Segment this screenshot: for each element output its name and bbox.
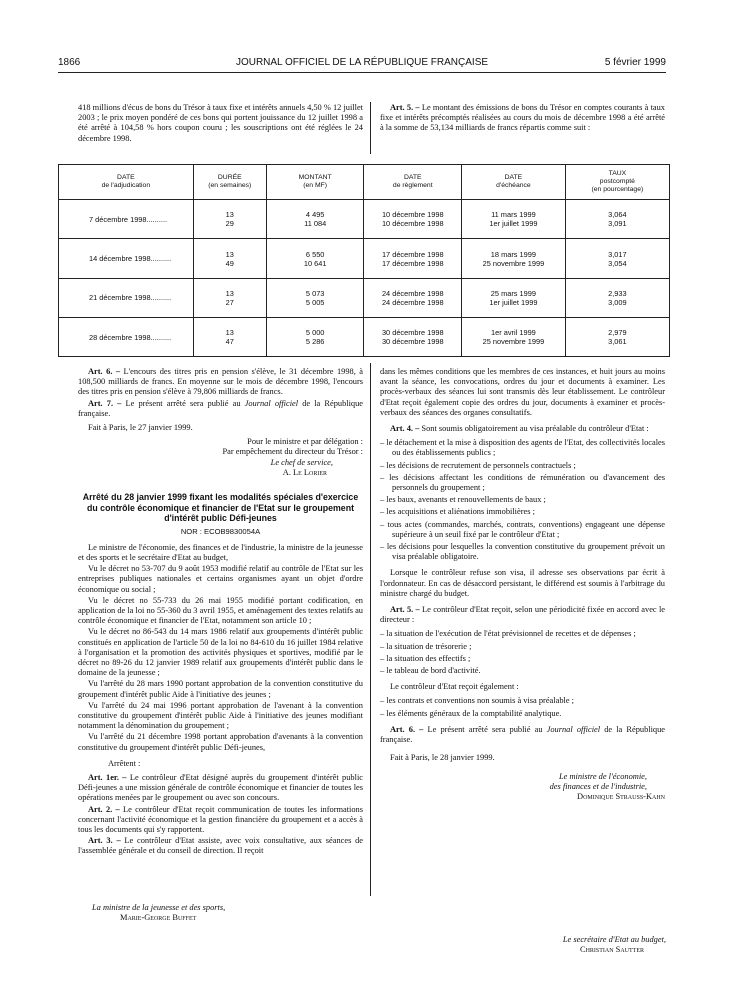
left-column: Art. 6. – L'encours des titres pris en pension s'élève, le 31 décembre 1998, à 108,500 milliards de francs. En moyenne sur le mois de décembre 1998, l'encours des titres pris en pension s'élève à 79,806 milliards de francs. Art. 7. – Le présent arrêté sera publié au Journal officiel de la République française. Fait à Paris, le 27 janvier 1999. Pour le ministre et par délégation : Par empêchement du directeur du Trésor : Le chef de service, A. Le Lorier Arrêté du 28 janvier 1999 fixant les modalités spéciales d'exercice du contrôle économique et financier de l'Etat sur le groupement d'intérêt public Défi-jeunes NOR : ECOB9830054A Le ministre de l'économie, des finances et de l'industrie, la ministre de la jeunesse et des sports et le secrétaire d'Etat au budget, Vu le décret no 53-707 du 9 août 1953 modifié relatif au contrôle de l'Etat sur les entreprises publiques nationales et certains organismes ayant un objet d'ordre économique ou social ; Vu le décret no 55-733 du 26 mai 1955 modifié portant codification, en application de la loi no 55-360 du 3 avril 1955, et aménagement des textes relatifs au contrôle économique et financier de l'Etat, notamment son article 10 ; Vu le décret no 86-543 du 14 mars 1986 relatif aux groupements d'intérêt public constitués en application de l'article 50 de la loi no 84-610 du 16 juillet 1984 relative à l'organisation et la promotion des activités physiques et sportives, modifié par le décret no 89-26 du 12 janvier 1989 relatif aux groupements d'intérêt public dans le domaine de la jeunesse ; Vu l'arrêté du 28 mars 1990 portant approbation de la convention constitutive du groupement d'intérêt public Aide à l'initiative des jeunes ; Vu l'arrêté du 24 mai 1996 portant approbation de l'avenant à la convention constitutive du groupement d'intérêt public Aide à l'initiative des jeunes modifiant notamment la dénomination du groupement ; Vu l'arrêté du 21 décembre 1998 portant approbation d'avenants à la convention constitutive du groupement d'intérêt public Défi-jeunes, Arrêtent : Art. 1er. – Le contrôleur d'Etat désigné auprès du groupement d'intérêt public Défi-jeunes a une mission générale de contrôle économique et financier de toutes les opérations menées par le groupement ou avec son concours. Art. 2. – Le contrôleur d'Etat reçoit communication de toutes les informations concernant l'activité économique et la gestion financière du groupement et a accès à tous les documents qui s'y rapportent. Art. 3. – Le contrôleur d'Etat assiste, avec voix consultative, aux séances de l'assemblée générale et du conseil de direction. Il reçoit — [78, 367, 364, 856]
page-header — [58, 57, 666, 71]
table-row: 21 décembre 1998.......... 13 27 5 073 5 005 24 décembre 1998 24 décembre 1998 25 mars 1999 1er juillet 1999 2,933 3,009 — [59, 278, 669, 317]
egalement-list — [380, 696, 665, 718]
list-item: – les acquisitions et aliénations immobilières ; — [380, 507, 535, 517]
col-header: DATE de règlement — [364, 165, 462, 200]
list-item: – les contrats et conventions non soumis à visa préalable ; — [380, 696, 574, 706]
table-row: 7 décembre 1998.......... 13 29 4 495 11 084 10 décembre 1998 10 décembre 1998 11 mars 1999 1er juillet 1999 3,064 3,091 — [59, 200, 669, 239]
col-header: DATE d'échéance — [462, 165, 566, 200]
list-item: – les décisions affectant les conditions de rémunération ou d'avancement des personnels du groupement ; — [380, 472, 665, 493]
header-rule — [58, 72, 666, 73]
list-item: – les éléments généraux de la comptabilité analytique. — [380, 708, 562, 718]
fait-date-2: Fait à Paris, le 28 janvier 1999. — [390, 753, 495, 763]
list-item: – les décisions de recrutement de personnels contractuels ; — [380, 460, 576, 470]
signature-block-economie: Le ministre de l'économie, des finances et de l'industrie, Dominique Strauss-Kahn — [549, 771, 665, 801]
table-row: 14 décembre 1998.......... 13 49 6 550 10 641 17 décembre 1998 17 décembre 1998 18 mars 1999 25 novembre 1999 3,017 3,054 — [59, 239, 669, 278]
table-row: 28 décembre 1998.......... 13 47 5 000 5 286 30 décembre 1998 30 décembre 1998 1er avril 1999 25 novembre 1999 2,979 3,061 — [59, 318, 669, 356]
decree-title: Arrêté du 28 janvier 1999 fixant les modalités spéciales d'exercice du contrôle économique et financier de l'Etat sur le groupement d'intérêt public Défi-jeunes — [82, 492, 359, 524]
journal-title: JOURNAL OFFICIEL DE LA RÉPUBLIQUE FRANÇAISE — [235, 57, 489, 68]
column-divider-main — [370, 363, 371, 896]
right-column: dans les mêmes conditions que les membres de ces instances, et huit jours au moins avant la séance, les convocations, ordres du jour et documents à examiner. Les procès-verbaux des séances lui sont transmis dès leur établissement. Le contrôleur d'Etat reçoit également copie des ordres du jour, documents à examiner et procès-verbaux des séances des organes consultatifs. Art. 4. – Sont soumis obligatoirement au visa préalable du contrôleur d'Etat : – le détachement et la mise à disposition des agents de l'Etat, des collectivités locales ou des établissements publics ; – les décisions de recrutement de personnels contractuels ; – les décisions affectant les conditions de rémunération ou d'avancement des personnels du groupement ; – les baux, avenants et renouvellements de baux ; – les acquisitions et aliénations immobilières ; – tous actes (commandes, marchés, contrats, conventions) engageant une dépense supérieure à un seuil fixé par le contrôleur d'Etat ; – les décisions pour lesquelles la convention constitutive du groupement prévoit un visa préalable obligatoire. Lorsque le contrôleur refuse son visa, il adresse ses observations par écrit à l'ordonnateur. En cas de désaccord persistant, le différend est soumis à l'arbitrage du ministre chargé du budget. Art. 5. – Le contrôleur d'Etat reçoit, selon une périodicité fixée en accord avec le directeur : – la situation de l'exécution de l'état prévisionnel de recettes et de dépenses ; – la situation de trésorerie ; – la situation des effectifs ; – le tableau de bord d'activité. Le contrôleur d'Etat reçoit également : – les contrats et conventions non soumis à visa préalable ; – les éléments généraux de la comptabilité analytique. Art. 6. – Le présent arrêté sera publié au Journal officiel de la République française. Fait à Paris, le 28 janvier 1999. Le ministre de l'économie, des finances et de l'industrie, Dominique Strauss-Kahn — [380, 367, 666, 801]
art5-list — [380, 629, 665, 676]
list-item: – tous actes (commandes, marchés, contrats, conventions) engageant une dépense supérieure à un seuil fixé par le contrôleur d'Etat ; — [380, 519, 665, 539]
arretent-heading: Arrêtent : — [108, 758, 141, 768]
col-header: DATE de l'adjudication — [59, 165, 193, 200]
bond-issues-table — [58, 164, 670, 357]
col-header: DURÉE (en semaines) — [193, 165, 266, 200]
fait-date-1: Fait à Paris, le 27 janvier 1999. — [88, 423, 193, 433]
col-header: TAUX postcompté (en pourcentage) — [565, 165, 669, 200]
list-item: – la situation des effectifs ; — [380, 653, 471, 663]
list-item: – les décisions pour lesquelles la convention constitutive du groupement prévoit un visa préalable obligatoire. — [380, 542, 665, 562]
page-number: 1866 — [58, 57, 81, 68]
top-left-text: 418 millions d'écus de bons du Trésor à taux fixe et intérêts annuels 4,50 % 12 juillet 2003 ; le prix moyen pondéré de ces bons qui portent jouissance du 12 juillet 1998 a été arrêté à 104,58 % hors coupon couru ; les souscriptions ont été réglées le 24 décembre 1998. — [78, 103, 363, 143]
column-divider-top — [370, 102, 371, 154]
nor-reference: NOR : ECOB9830054A — [180, 526, 261, 536]
list-item: – les baux, avenants et renouvellements de baux ; — [380, 495, 546, 505]
signature-block-1: Pour le ministre et par délégation : Par empêchement du directeur du Trésor : Le chef de service, A. Le Lorier — [222, 437, 363, 477]
table-header-row — [59, 165, 669, 200]
signature-block-budget: Le secrétaire d'Etat au budget, Christian Sautter — [562, 935, 666, 955]
list-item: – le détachement et la mise à disposition des agents de l'Etat, des collectivités locales ou des établissements publics ; — [380, 438, 666, 458]
signature-block-jeunesse: La ministre de la jeunesse et des sports, Marie-George Buffet — [92, 903, 226, 923]
list-item: – la situation de trésorerie ; — [380, 641, 472, 651]
top-right-text: Art. 5. – Le montant des émissions de bons du Trésor en comptes courants à taux fixe et intérêts précomptés réalisées au cours du mois de décembre 1998 a été arrêté à la somme de 53,134 milliards de francs répartis comme suit : — [380, 103, 665, 133]
art4-list — [380, 438, 665, 562]
col-header: MONTANT (en MF) — [266, 165, 364, 200]
issue-date: 5 février 1999 — [604, 57, 666, 68]
list-item: – la situation de l'exécution de l'état prévisionnel de recettes et de dépenses ; — [380, 629, 636, 639]
list-item: – le tableau de bord d'activité. — [380, 666, 481, 676]
